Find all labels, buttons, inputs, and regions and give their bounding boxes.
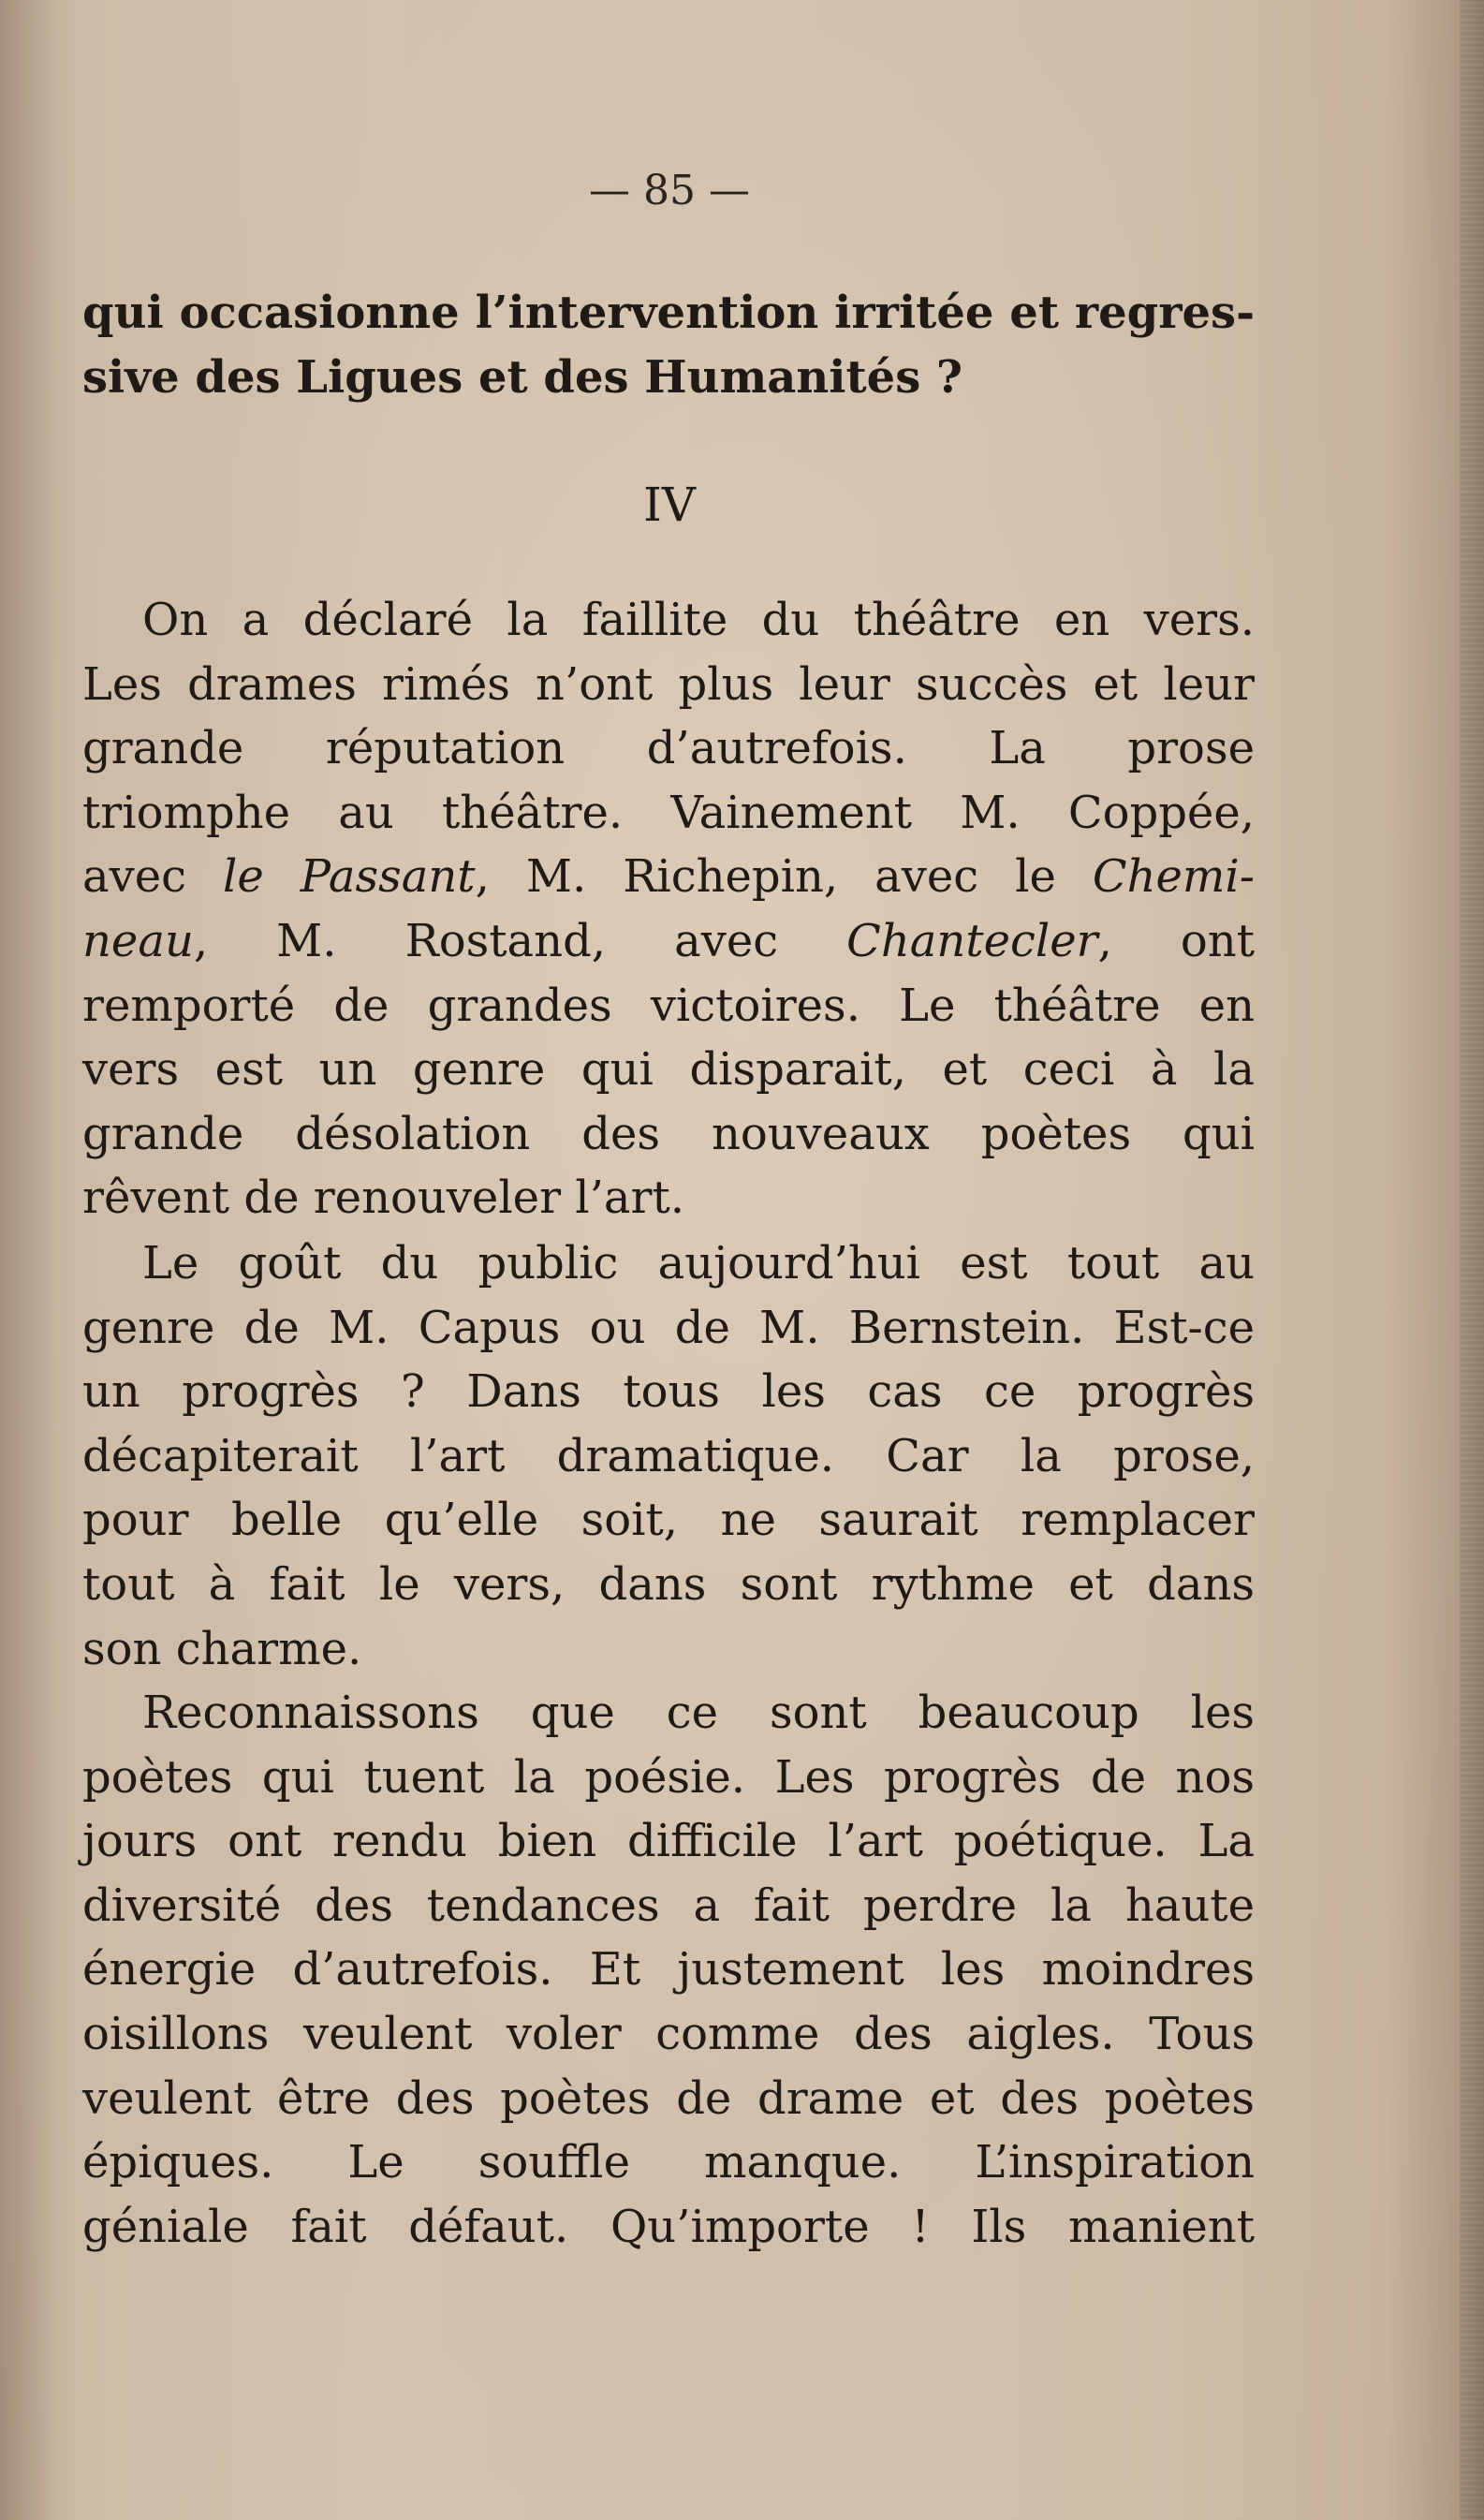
text-line: oisillons veulent voler comme des aigles. Tous [82, 2007, 1255, 2060]
text-line: triomphe au théâtre. Vainement M. Coppée, [82, 786, 1255, 839]
text-line: tout à fait le vers, dans sont rythme et dans [82, 1557, 1255, 1611]
text-line: jours ont rendu bien difficile l’art poétique. La [82, 1815, 1255, 1868]
text-run: , M. Richepin, avec le [475, 850, 1093, 904]
text-run: , ont [1097, 914, 1255, 967]
paragraph-continued [82, 281, 1255, 409]
text-line: un progrès ? Dans tous les cas ce progrès [82, 1365, 1255, 1419]
paragraph-theatre-en-vers [82, 588, 1255, 1231]
text-run: avec [82, 850, 223, 904]
text-line: poètes qui tuent la poésie. Les progrès de nos [82, 1750, 1255, 1804]
text-line: pour belle qu’elle soit, ne saurait remplacer [82, 1494, 1255, 1547]
paragraph-reconnaissons [82, 1681, 1255, 2259]
text-run: , M. Rostand, avec [193, 914, 847, 967]
text-line-mixed [82, 909, 1255, 974]
text-line: Les drames rimés n’ont plus leur succès et leur [82, 657, 1255, 711]
text-line: épiques. Le souffle manque. L’inspiration [82, 2136, 1255, 2189]
text-line: énergie d’autrefois. Et justement les moindres [82, 1943, 1255, 1997]
text-line: veulent être des poètes de drame et des poètes [82, 2071, 1255, 2125]
text-line-mixed [82, 845, 1255, 909]
text-line: diversité des tendances a fait perdre la haute [82, 1879, 1255, 1932]
text-line: vers est un genre qui disparait, et ceci à la [82, 1043, 1255, 1097]
text-line: qui occasionne l’intervention irritée et regres- [82, 287, 1255, 339]
text-line: géniale fait défaut. Qu’importe ! Ils manient [82, 2200, 1255, 2253]
section-heading: IV [643, 478, 696, 532]
text-line: grande réputation d’autrefois. La prose [82, 722, 1255, 775]
text-line: sive des Ligues et des Humanités ? [82, 350, 963, 404]
page-number: — 85 — [589, 167, 750, 214]
text-line: décapiterait l’art dramatique. Car la prose, [82, 1429, 1255, 1482]
italic-title: Chantecler [846, 914, 1098, 967]
italic-title: Chemi- [1092, 850, 1255, 904]
italic-title: le Passant [223, 850, 476, 904]
text-line: Le goût du public aujourd’hui est tout au [142, 1237, 1255, 1289]
text-line: Reconnaissons que ce sont beaucoup les [142, 1687, 1255, 1739]
text-line: rêvent de renouveler l’art. [82, 1172, 685, 1225]
text-line: genre de M. Capus ou de M. Bernstein. Est-ce [82, 1301, 1255, 1354]
paragraph-gout-du-public [82, 1231, 1255, 1681]
text-line: remporté de grandes victoires. Le théâtre en [82, 979, 1255, 1032]
italic-title: neau [82, 914, 194, 967]
text-line: son charme. [82, 1622, 362, 1675]
text-line: On a déclaré la faillite du théâtre en vers. [142, 594, 1255, 646]
text-line: grande désolation des nouveaux poètes qui [82, 1107, 1255, 1160]
